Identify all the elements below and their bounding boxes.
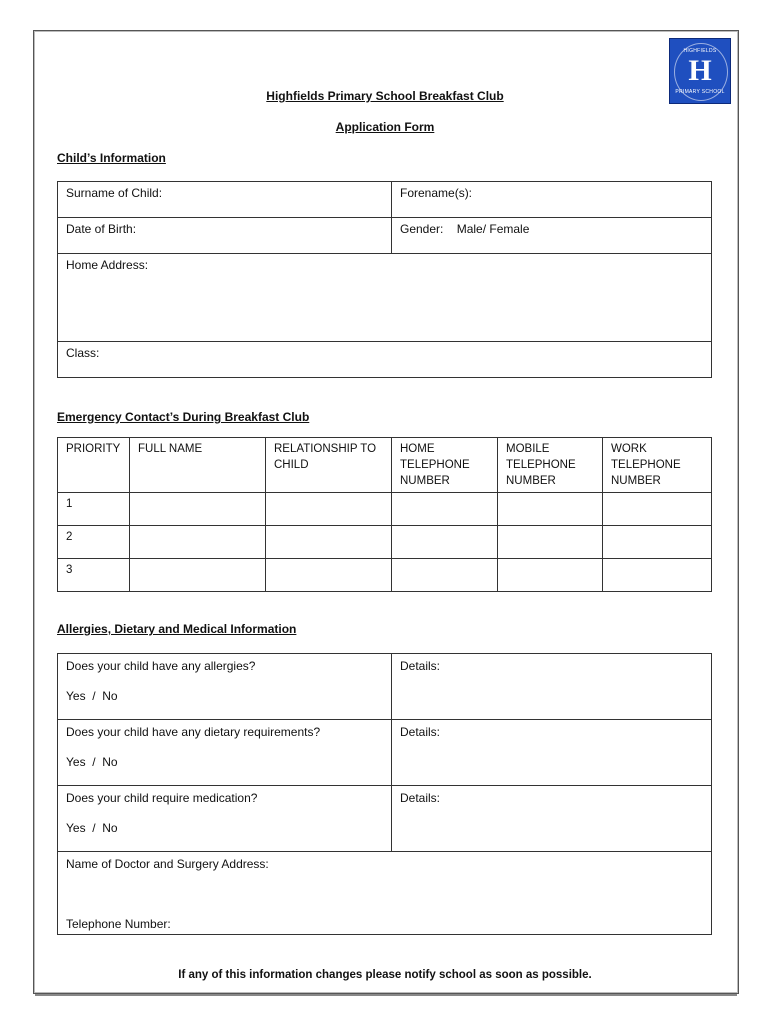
full-name-cell[interactable]: [130, 493, 266, 526]
allergies-details-field[interactable]: [392, 654, 712, 720]
details-label: Details:: [400, 791, 441, 805]
home-address-label: Home Address:: [66, 258, 149, 272]
allergies-question-label: Does your child have any allergies?: [66, 659, 256, 673]
mobile-telephone-cell[interactable]: [498, 559, 603, 592]
medication-details-field[interactable]: [392, 786, 712, 852]
class-label: Class:: [66, 346, 100, 360]
medical-heading: Allergies, Dietary and Medical Information: [57, 622, 297, 636]
emergency-contact-table: [57, 437, 712, 592]
col-header-relationship: RELATIONSHIP TO CHILD: [266, 438, 392, 493]
page-title: Highfields Primary School Breakfast Club: [266, 89, 504, 103]
relationship-cell[interactable]: [266, 493, 392, 526]
child-info-table: [57, 181, 712, 378]
forename-label: Forename(s):: [400, 186, 473, 200]
priority-cell: 3: [58, 559, 130, 592]
gender-label: Gender: Male/ Female: [400, 222, 530, 236]
allergies-question[interactable]: [58, 654, 392, 720]
emergency-heading: Emergency Contact’s During Breakfast Club: [57, 410, 310, 424]
col-header-full-name: FULL NAME: [130, 438, 266, 493]
dietary-details-field[interactable]: [392, 720, 712, 786]
home-telephone-cell[interactable]: [392, 493, 498, 526]
medical-info-table: [57, 653, 712, 935]
full-name-cell[interactable]: [130, 559, 266, 592]
gender-field[interactable]: [392, 218, 712, 254]
child-info-heading: Child’s Information: [57, 151, 166, 165]
forename-field[interactable]: [392, 182, 712, 218]
home-telephone-cell[interactable]: [392, 526, 498, 559]
dietary-yes-no[interactable]: Yes / No: [66, 755, 118, 769]
logo-arc-bottom-text: PRIMARY SCHOOL: [675, 89, 725, 95]
table-row: [58, 526, 712, 559]
telephone-label: Telephone Number:: [66, 917, 171, 931]
col-header-mobile-telephone: MOBILE TELEPHONE NUMBER: [498, 438, 603, 493]
class-field[interactable]: [58, 342, 712, 378]
mobile-telephone-cell[interactable]: [498, 493, 603, 526]
work-telephone-cell[interactable]: [603, 493, 712, 526]
dietary-question-label: Does your child have any dietary requirements?: [66, 725, 321, 739]
table-row: [58, 559, 712, 592]
col-header-priority: PRIORITY: [58, 438, 130, 493]
priority-cell: 1: [58, 493, 130, 526]
work-telephone-cell[interactable]: [603, 526, 712, 559]
footer-note: If any of this information changes please notify school as soon as possible.: [178, 969, 592, 981]
surname-field[interactable]: [58, 182, 392, 218]
medication-question-label: Does your child require medication?: [66, 791, 258, 805]
relationship-cell[interactable]: [266, 526, 392, 559]
mobile-telephone-cell[interactable]: [498, 526, 603, 559]
doctor-label: Name of Doctor and Surgery Address:: [66, 857, 269, 871]
table-header-row: [58, 438, 712, 493]
col-header-work-telephone: WORK TELEPHONE NUMBER: [603, 438, 712, 493]
dob-label: Date of Birth:: [66, 222, 137, 236]
home-address-field[interactable]: [58, 254, 712, 342]
details-label: Details:: [400, 659, 441, 673]
page-subtitle: Application Form: [335, 120, 435, 134]
medication-yes-no[interactable]: Yes / No: [66, 821, 118, 835]
home-telephone-cell[interactable]: [392, 559, 498, 592]
allergies-yes-no[interactable]: Yes / No: [66, 689, 118, 703]
full-name-cell[interactable]: [130, 526, 266, 559]
work-telephone-cell[interactable]: [603, 559, 712, 592]
logo-arc-top-text: HIGHFIELDS: [683, 48, 717, 54]
doctor-field[interactable]: [58, 852, 712, 935]
dob-field[interactable]: [58, 218, 392, 254]
surname-label: Surname of Child:: [66, 186, 163, 200]
relationship-cell[interactable]: [266, 559, 392, 592]
dietary-question[interactable]: [58, 720, 392, 786]
logo-monogram: H: [688, 54, 712, 87]
details-label: Details:: [400, 725, 441, 739]
priority-cell: 2: [58, 526, 130, 559]
col-header-home-telephone: HOME TELEPHONE NUMBER: [392, 438, 498, 493]
table-row: [58, 493, 712, 526]
medication-question[interactable]: [58, 786, 392, 852]
